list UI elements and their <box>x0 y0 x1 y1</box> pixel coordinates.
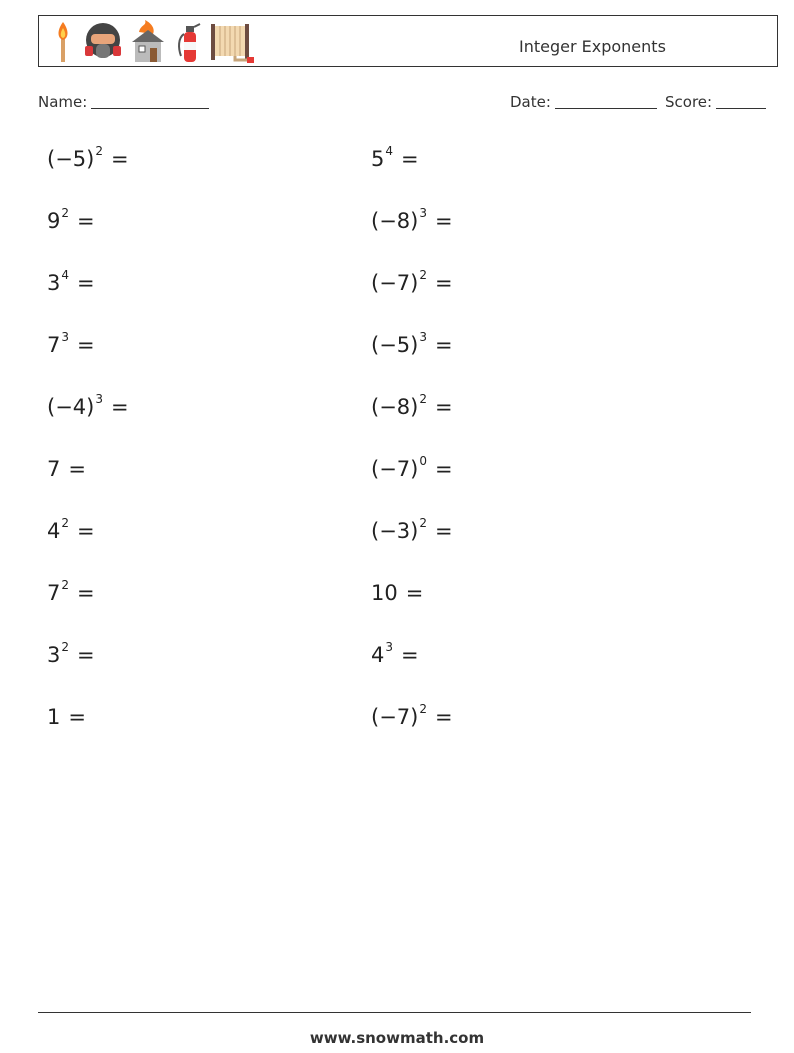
name-field[interactable] <box>38 93 209 111</box>
problem-exponent: 4 <box>385 144 394 158</box>
equals-sign: = <box>434 395 453 419</box>
equals-sign: = <box>68 705 86 729</box>
problem-base: (−4) <box>47 395 95 419</box>
equals-sign: = <box>401 643 419 667</box>
problem-exponent: 2 <box>419 392 427 406</box>
equals-sign: = <box>110 395 129 419</box>
equals-sign: = <box>77 209 95 233</box>
problem-exponent: 4 <box>61 268 70 282</box>
problem-item <box>47 144 129 171</box>
problem-item <box>47 516 95 543</box>
problem-item <box>47 705 86 729</box>
equals-sign: = <box>434 333 453 357</box>
problem-base: (−7) <box>371 457 419 481</box>
problem-base: 10 <box>371 581 398 605</box>
problem-base: 4 <box>47 519 61 543</box>
match-icon <box>49 20 77 64</box>
problem-base: (−8) <box>371 395 419 419</box>
problem-base: 3 <box>47 271 61 295</box>
problem-item <box>47 578 95 605</box>
equals-sign: = <box>401 147 419 171</box>
problem-item <box>371 702 453 729</box>
equals-sign: = <box>434 705 453 729</box>
problem-base: 7 <box>47 581 61 605</box>
burning-house-icon <box>129 20 167 64</box>
equals-sign: = <box>434 271 453 295</box>
problem-exponent: 2 <box>61 206 70 220</box>
equals-sign: = <box>405 581 424 605</box>
problem-item <box>47 457 86 481</box>
problem-base: 9 <box>47 209 61 233</box>
problem-exponent: 2 <box>419 516 427 530</box>
name-label: Name: <box>38 93 88 111</box>
gas-mask-icon <box>83 20 123 64</box>
score-field[interactable] <box>665 93 766 111</box>
date-field[interactable] <box>510 93 657 111</box>
problem-item <box>47 268 95 295</box>
problem-exponent: 3 <box>385 640 394 654</box>
date-blank[interactable] <box>555 107 657 109</box>
name-blank[interactable] <box>91 107 209 109</box>
problem-exponent: 2 <box>419 268 427 282</box>
problem-exponent: 3 <box>95 392 103 406</box>
problem-item <box>371 392 453 419</box>
problem-base: 7 <box>47 457 61 481</box>
equals-sign: = <box>77 333 95 357</box>
problem-item <box>371 330 453 357</box>
header-icons <box>49 20 255 64</box>
problem-base: 1 <box>47 705 61 729</box>
problem-exponent: 3 <box>61 330 70 344</box>
problem-exponent: 0 <box>419 454 427 468</box>
score-blank[interactable] <box>716 107 766 109</box>
footer-url: www.snowmath.com <box>309 1029 485 1047</box>
problem-base: 4 <box>371 643 385 667</box>
problem-item <box>371 640 419 667</box>
problem-item <box>371 144 419 171</box>
problem-item <box>47 640 95 667</box>
problem-item <box>47 206 95 233</box>
problem-exponent: 2 <box>95 144 103 158</box>
equals-sign: = <box>110 147 129 171</box>
equals-sign: = <box>434 457 453 481</box>
fire-hose-icon <box>209 20 255 64</box>
problem-exponent: 3 <box>419 206 427 220</box>
worksheet-title: Integer Exponents <box>519 37 666 56</box>
problem-base: (−5) <box>47 147 95 171</box>
footer-divider <box>38 1012 751 1013</box>
problem-base: (−8) <box>371 209 419 233</box>
equals-sign: = <box>77 581 95 605</box>
equals-sign: = <box>68 457 86 481</box>
problem-base: (−3) <box>371 519 419 543</box>
problem-base: (−7) <box>371 271 419 295</box>
problem-item <box>47 392 129 419</box>
problem-exponent: 3 <box>419 330 427 344</box>
problem-exponent: 2 <box>61 578 70 592</box>
equals-sign: = <box>434 209 453 233</box>
problem-base: 7 <box>47 333 61 357</box>
problem-item <box>47 330 95 357</box>
worksheet-header <box>38 15 778 67</box>
problem-base: (−5) <box>371 333 419 357</box>
score-label: Score: <box>665 93 713 111</box>
problem-item <box>371 454 453 481</box>
equals-sign: = <box>77 643 95 667</box>
problem-base: 3 <box>47 643 61 667</box>
problem-base: (−7) <box>371 705 419 729</box>
problem-item <box>371 516 453 543</box>
equals-sign: = <box>434 519 453 543</box>
equals-sign: = <box>77 271 95 295</box>
problem-exponent: 2 <box>419 702 427 716</box>
fire-extinguisher-icon <box>173 20 203 64</box>
equals-sign: = <box>77 519 95 543</box>
date-label: Date: <box>510 93 551 111</box>
problem-item <box>371 581 423 605</box>
problem-base: 5 <box>371 147 385 171</box>
problem-exponent: 2 <box>61 516 70 530</box>
problem-item <box>371 268 453 295</box>
problem-exponent: 2 <box>61 640 70 654</box>
problem-item <box>371 206 453 233</box>
